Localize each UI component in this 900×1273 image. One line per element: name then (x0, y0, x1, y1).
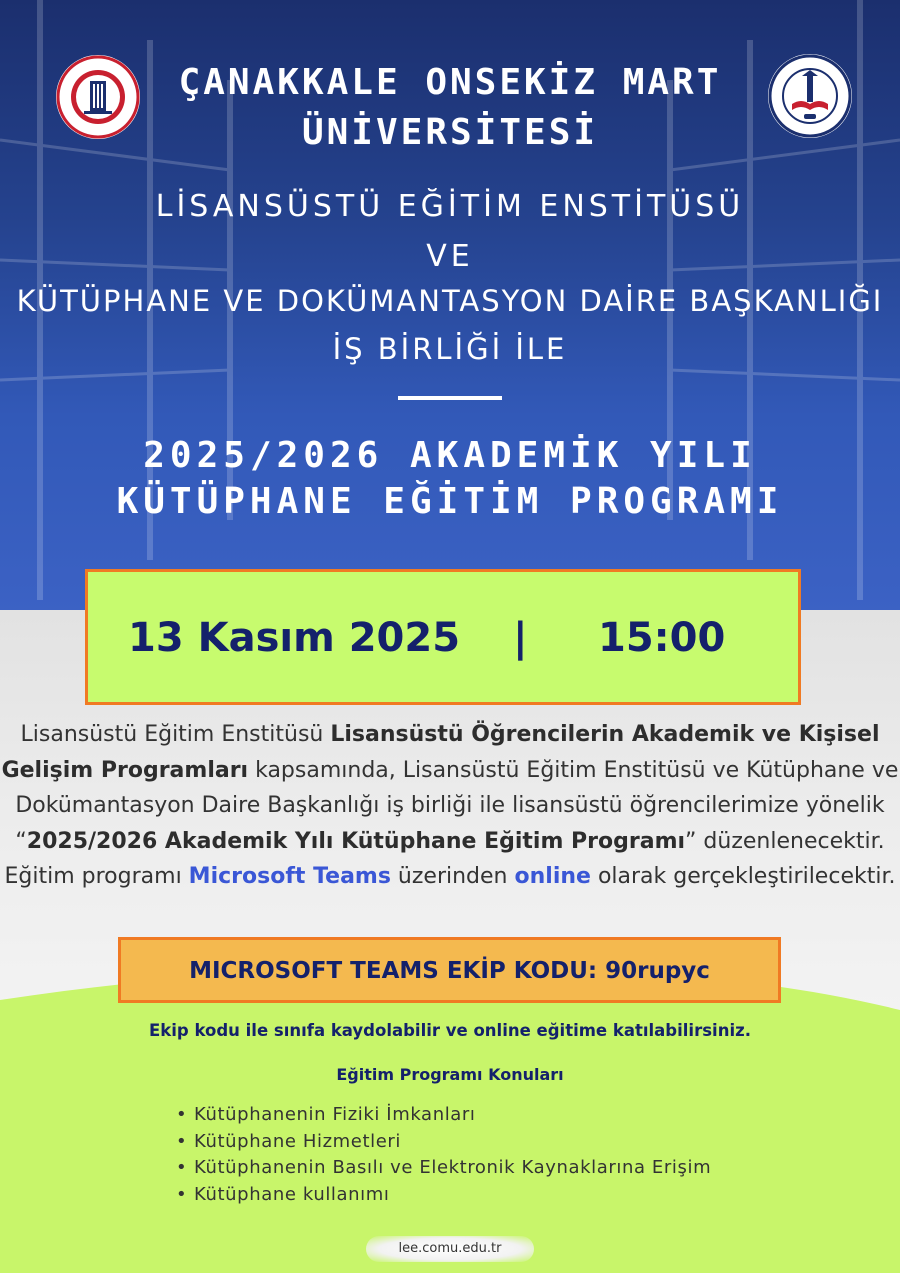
list-item (176, 1182, 711, 1209)
department-name: KÜTÜPHANE VE DOKÜMANTASYON DAİRE BAŞKANLIĞI (16, 284, 884, 318)
title-divider (398, 396, 502, 400)
list-item (176, 1155, 711, 1182)
bullet-icon: • (176, 1104, 188, 1125)
bullet-icon: • (176, 1183, 188, 1205)
description-bold-2: 2025/2026 Akademik Yılı Kütüphane Eğitim Programı (26, 828, 686, 854)
topics-list (176, 1102, 711, 1208)
datetime-separator: | (513, 615, 528, 661)
description-bold-1: Lisansüstü Öğrencilerin Akademik ve Kişisel Gelişim Programları (1, 722, 880, 783)
description-text-2: kapsamında, Lisansüstü Eğitim Enstitüsü ve Kütüphane ve Dokümantasyon Daire Başkanlığı iş birliği ile lisansüstü öğrencilerimize yönelik “ (15, 757, 899, 854)
footer-url-pill[interactable] (366, 1236, 534, 1262)
bullet-icon: • (176, 1130, 188, 1152)
description-text-1: Lisansüstü Eğitim Enstitüsü (20, 722, 331, 747)
topic-text: Kütüphane Hizmetleri (194, 1130, 401, 1152)
list-item (176, 1129, 711, 1156)
event-time: 15:00 (598, 615, 726, 661)
institute-name: LİSANSÜSTÜ EĞİTİM ENSTİTÜSÜ (155, 189, 745, 224)
enroll-note: Ekip kodu ile sınıfa kaydolabilir ve online eğitime katılabilirsiniz. (149, 1021, 751, 1040)
teams-code-label: MICROSOFT TEAMS EKİP KODU: 90rupyc (189, 958, 710, 984)
topics-heading: Eğitim Programı Konuları (336, 1065, 564, 1084)
program-title-line2: KÜTÜPHANE EĞİTİM PROGRAMI (116, 481, 784, 522)
topic-text: Kütüphanenin Fiziki İmkanları (194, 1104, 476, 1125)
bullet-icon: • (176, 1157, 188, 1178)
topic-text: Kütüphane kullanımı (194, 1183, 390, 1205)
event-datetime-box (85, 569, 801, 705)
description-text-4: üzerinden (390, 864, 515, 889)
footer-url[interactable]: lee.comu.edu.tr (398, 1241, 502, 1256)
delivery-mode: online (514, 864, 591, 889)
event-date: 13 Kasım 2025 (128, 615, 461, 661)
program-title-line1: 2025/2026 AKADEMİK YILI (143, 435, 757, 476)
university-name (0, 58, 900, 158)
description-text-5: olarak gerçekleştirilecektir. (590, 864, 896, 889)
topic-text: Kütüphanenin Basılı ve Elektronik Kaynaklarına Erişim (194, 1157, 712, 1178)
cooperation-text: İŞ BİRLİĞİ İLE (332, 332, 568, 366)
university-name-line1: ÇANAKKALE ONSEKİZ MART (178, 62, 722, 103)
teams-code-box (118, 937, 781, 1003)
platform-name: Microsoft Teams (188, 864, 391, 889)
conjunction-text: VE (426, 239, 474, 274)
university-name-line2: ÜNİVERSİTESİ (301, 112, 599, 153)
list-item (176, 1102, 711, 1129)
description-text-3: ” düzenlenecektir. Eğitim programı (4, 828, 885, 889)
description-paragraph (0, 717, 900, 895)
